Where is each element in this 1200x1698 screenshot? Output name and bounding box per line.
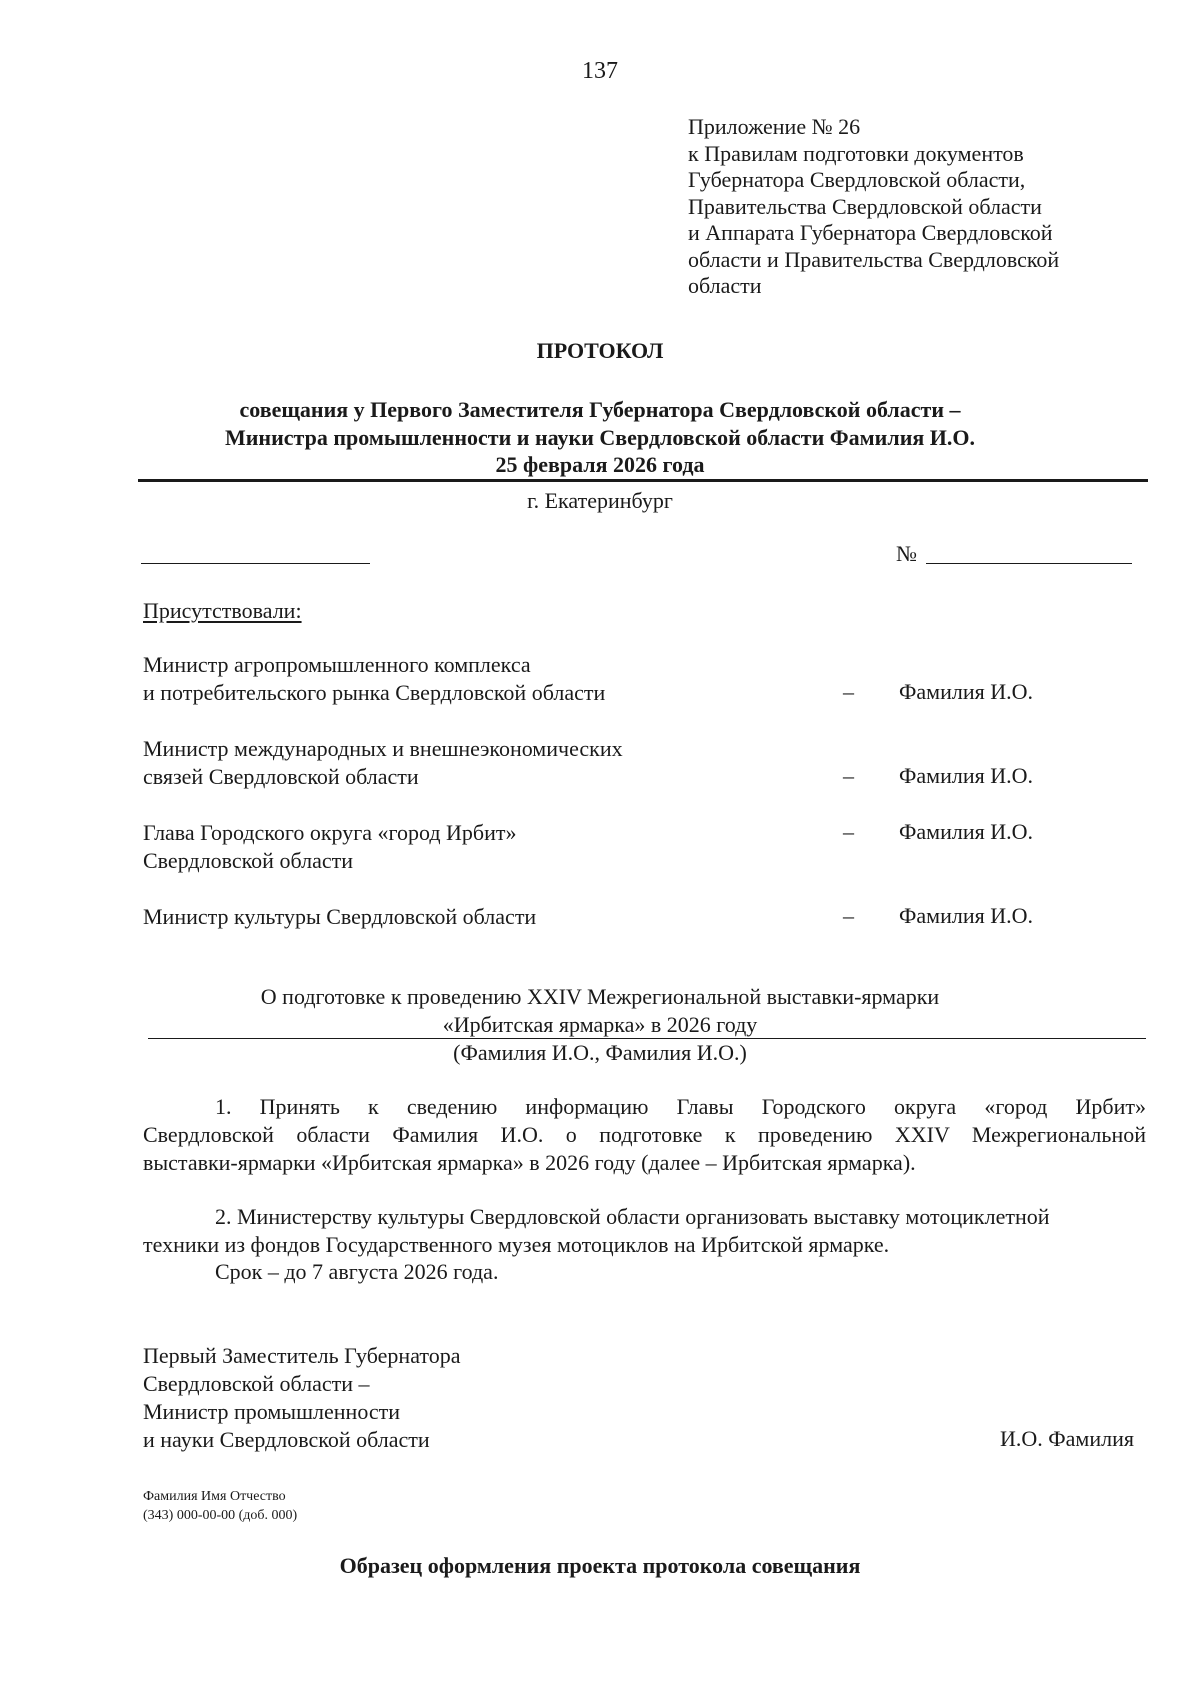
attendee-position	[143, 819, 783, 875]
attendee-dash: –	[843, 763, 854, 788]
subtitle-line: 25 февраля 2026 года	[495, 452, 705, 477]
appendix-line: Приложение № 26	[688, 114, 861, 139]
appendix-line: области	[688, 273, 762, 298]
topic-line: «Ирбитская ярмарка» в 2026 году	[442, 1011, 758, 1037]
executor-phone: (343) 000-00-00 (доб. 000)	[143, 1508, 298, 1523]
attendee-position	[143, 651, 783, 707]
subtitle-line: Министра промышленности и науки Свердловской области Фамилия И.О.	[224, 424, 975, 450]
attendee-position-line: Глава Городского округа «город Ирбит»	[143, 820, 517, 845]
present-label: Присутствовали:	[143, 598, 302, 623]
deadline: Срок – до 7 августа 2026 года.	[215, 1259, 499, 1284]
attendee-position	[143, 903, 783, 931]
attendee-dash: –	[843, 903, 854, 928]
title-divider	[138, 479, 1148, 482]
decision-line: выставки-ярмарки «Ирбитская ярмарка» в 2026 году (далее – Ирбитская ярмарка).	[143, 1150, 916, 1175]
attendee-name: Фамилия И.О.	[899, 819, 1033, 844]
decision-line: Свердловской области Фамилия И.О. о подготовке к проведению XXIV Межрегиональной	[143, 1122, 1146, 1147]
number-label: №	[896, 541, 917, 566]
attendee-position-line: связей Свердловской области	[143, 764, 419, 789]
date-blank-line	[141, 563, 370, 564]
document-title: ПРОТОКОЛ	[536, 338, 664, 363]
appendix-line: Правительства Свердловской области	[688, 193, 1042, 219]
attendee-position-line: Министр международных и внешнеэкономических	[143, 736, 623, 761]
document-subtitle	[0, 396, 1200, 479]
executor-name: Фамилия Имя Отчество	[143, 1489, 286, 1504]
executor-info	[143, 1487, 297, 1525]
attendee-position-line: Министр агропромышленного комплекса	[143, 652, 531, 677]
number-blank-line	[926, 563, 1132, 564]
signer-position-line: Министр промышленности	[143, 1399, 401, 1424]
attendee-position-line: и потребительского рынка Свердловской области	[143, 680, 606, 705]
city: г. Екатеринбург	[527, 488, 673, 513]
attendee-position-line: Свердловской области	[143, 848, 353, 873]
appendix-block	[688, 114, 1059, 300]
topic-line: О подготовке к проведению XXIV Межрегиональной выставки-ярмарки	[260, 984, 940, 1009]
sample-caption: Образец оформления проекта протокола совещания	[339, 1553, 861, 1578]
decision-item-1	[143, 1093, 1146, 1177]
subtitle-line: совещания у Первого Заместителя Губернатора Свердловской области –	[239, 397, 961, 422]
signer-position	[143, 1342, 460, 1454]
topic-speakers: (Фамилия И.О., Фамилия И.О.)	[453, 1040, 747, 1065]
attendee-name: Фамилия И.О.	[899, 763, 1033, 788]
signer-position-line: Свердловской области –	[143, 1371, 370, 1396]
page-number: 137	[582, 58, 618, 84]
appendix-line: Губернатора Свердловской области,	[688, 167, 1026, 192]
attendee-name: Фамилия И.О.	[899, 679, 1033, 704]
topic-divider	[148, 1038, 1146, 1039]
attendee-position	[143, 735, 783, 791]
decision-line: 2. Министерству культуры Свердловской области организовать выставку мотоциклетной	[215, 1204, 1050, 1229]
agenda-topic	[0, 983, 1200, 1038]
decision-line: техники из фондов Государственного музея мотоциклов на Ирбитской ярмарке.	[143, 1232, 890, 1257]
decision-line: 1. Принять к сведению информацию Главы Городского округа «город Ирбит»	[215, 1094, 1146, 1119]
appendix-line: к Правилам подготовки документов	[688, 140, 1024, 166]
attendee-position-line: Министр культуры Свердловской области	[143, 904, 537, 929]
signer-position-line: и науки Свердловской области	[143, 1427, 430, 1452]
signer-position-line: Первый Заместитель Губернатора	[143, 1343, 461, 1368]
attendee-name: Фамилия И.О.	[899, 903, 1033, 928]
signer-name: И.О. Фамилия	[1000, 1426, 1134, 1451]
attendee-dash: –	[843, 819, 854, 844]
decision-item-2	[143, 1203, 1146, 1259]
appendix-line: области и Правительства Свердловской	[688, 246, 1060, 272]
attendee-dash: –	[843, 679, 854, 704]
appendix-line: и Аппарата Губернатора Свердловской	[688, 220, 1053, 245]
